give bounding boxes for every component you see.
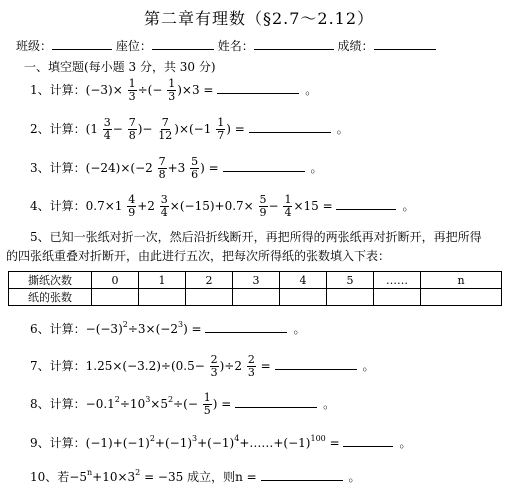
question-1: 1、计算：(−3)× $\frac{1}{3}$ ÷(− $\frac{1}{3}$ )×3 = 。 — [30, 77, 318, 103]
answer-blank-6[interactable] — [205, 320, 287, 333]
answer-cell[interactable] — [280, 289, 327, 306]
folding-table — [8, 271, 502, 306]
class-blank[interactable] — [52, 37, 112, 50]
table-row — [9, 289, 502, 306]
class-label: 班级： — [16, 39, 53, 53]
section-heading: 一、填空题(每小题 3 分，共 30 分) — [24, 60, 216, 74]
name-label: 姓名： — [217, 39, 254, 53]
seat-blank[interactable] — [152, 37, 214, 50]
answer-blank-1[interactable] — [217, 81, 299, 94]
answer-blank-7[interactable] — [275, 357, 357, 370]
column-header: 4 — [280, 272, 327, 289]
seat-label: 座位： — [115, 39, 152, 53]
column-header: 3 — [233, 272, 280, 289]
answer-blank-10[interactable] — [261, 468, 343, 481]
page-title: 第二章有理数（§2.7～2.12） — [143, 9, 375, 28]
column-header: n — [421, 272, 502, 289]
answer-cell[interactable] — [139, 289, 186, 306]
question-6: 6、计算：$-(-3)^2\div 3\times(-2^3)$ = 。 — [30, 320, 306, 336]
column-header: 2 — [186, 272, 233, 289]
question-10: 10、若$-5^n+10\times 3^2 = -35$ 成立，则n = 。 — [30, 468, 361, 484]
answer-blank-8[interactable] — [235, 395, 317, 408]
column-header: 5 — [327, 272, 374, 289]
row-label-folds: 撕纸次数 — [9, 272, 92, 289]
answer-blank-3[interactable] — [223, 159, 305, 172]
question-4: 4、计算：0.7×1 $\frac{4}{9}$ +2 $\frac{3}{4}$ ×(−15)+0.7× $\frac{5}{9}$ − $\frac{1}{4}$ ×15 = 。 — [30, 193, 415, 219]
header-fields — [16, 37, 436, 54]
answer-cell[interactable] — [233, 289, 280, 306]
answer-blank-2[interactable] — [249, 120, 331, 133]
column-header: 0 — [92, 272, 139, 289]
row-label-sheets: 纸的张数 — [9, 289, 92, 306]
answer-cell[interactable] — [92, 289, 139, 306]
question-8: 8、计算：$-0.1^2\div 10^3\times 5^2\div(-$ $\frac{1}{5}$ ) = 。 — [30, 391, 336, 417]
score-blank[interactable] — [374, 37, 436, 50]
answer-cell[interactable] — [327, 289, 374, 306]
answer-cell[interactable] — [421, 289, 502, 306]
question-3: 3、计算：(−24)×(−2 $\frac{7}{8}$ +3 $\frac{5}{6}$ ) = 。 — [30, 155, 323, 181]
question-5-text-2: 的四张纸重叠对折断开，由此进行五次，把每次所得纸的张数填入下表： — [6, 249, 391, 263]
question-2: 2、计算：(1 $\frac{3}{4}$ − $\frac{7}{8}$ )− $\frac{7}{12}$ )×(−1 $\frac{1}{7}$ ) = 。 — [30, 116, 349, 142]
name-blank[interactable] — [254, 37, 334, 50]
question-9: 9、计算：$(-1)+(-1)^2+(-1)^3+(-1)^4+\dots\dots+(-1)^{100}$ = 。 — [30, 434, 412, 450]
question-7: 7、计算：1.25×(−3.2)÷(0.5− $\frac{2}{3}$ )÷2 $\frac{2}{3}$ = 。 — [30, 353, 375, 379]
answer-cell[interactable] — [374, 289, 421, 306]
answer-blank-4[interactable] — [336, 197, 396, 210]
table-row — [9, 272, 502, 289]
column-header: …… — [374, 272, 421, 289]
column-header: 1 — [139, 272, 186, 289]
answer-blank-9[interactable] — [343, 434, 393, 447]
question-5-text-1: 5、已知一张纸对折一次，然后沿折线断开，再把所得的两张纸再对折断开，再把所得 — [30, 230, 482, 244]
score-label: 成绩： — [337, 39, 374, 53]
answer-cell[interactable] — [186, 289, 233, 306]
